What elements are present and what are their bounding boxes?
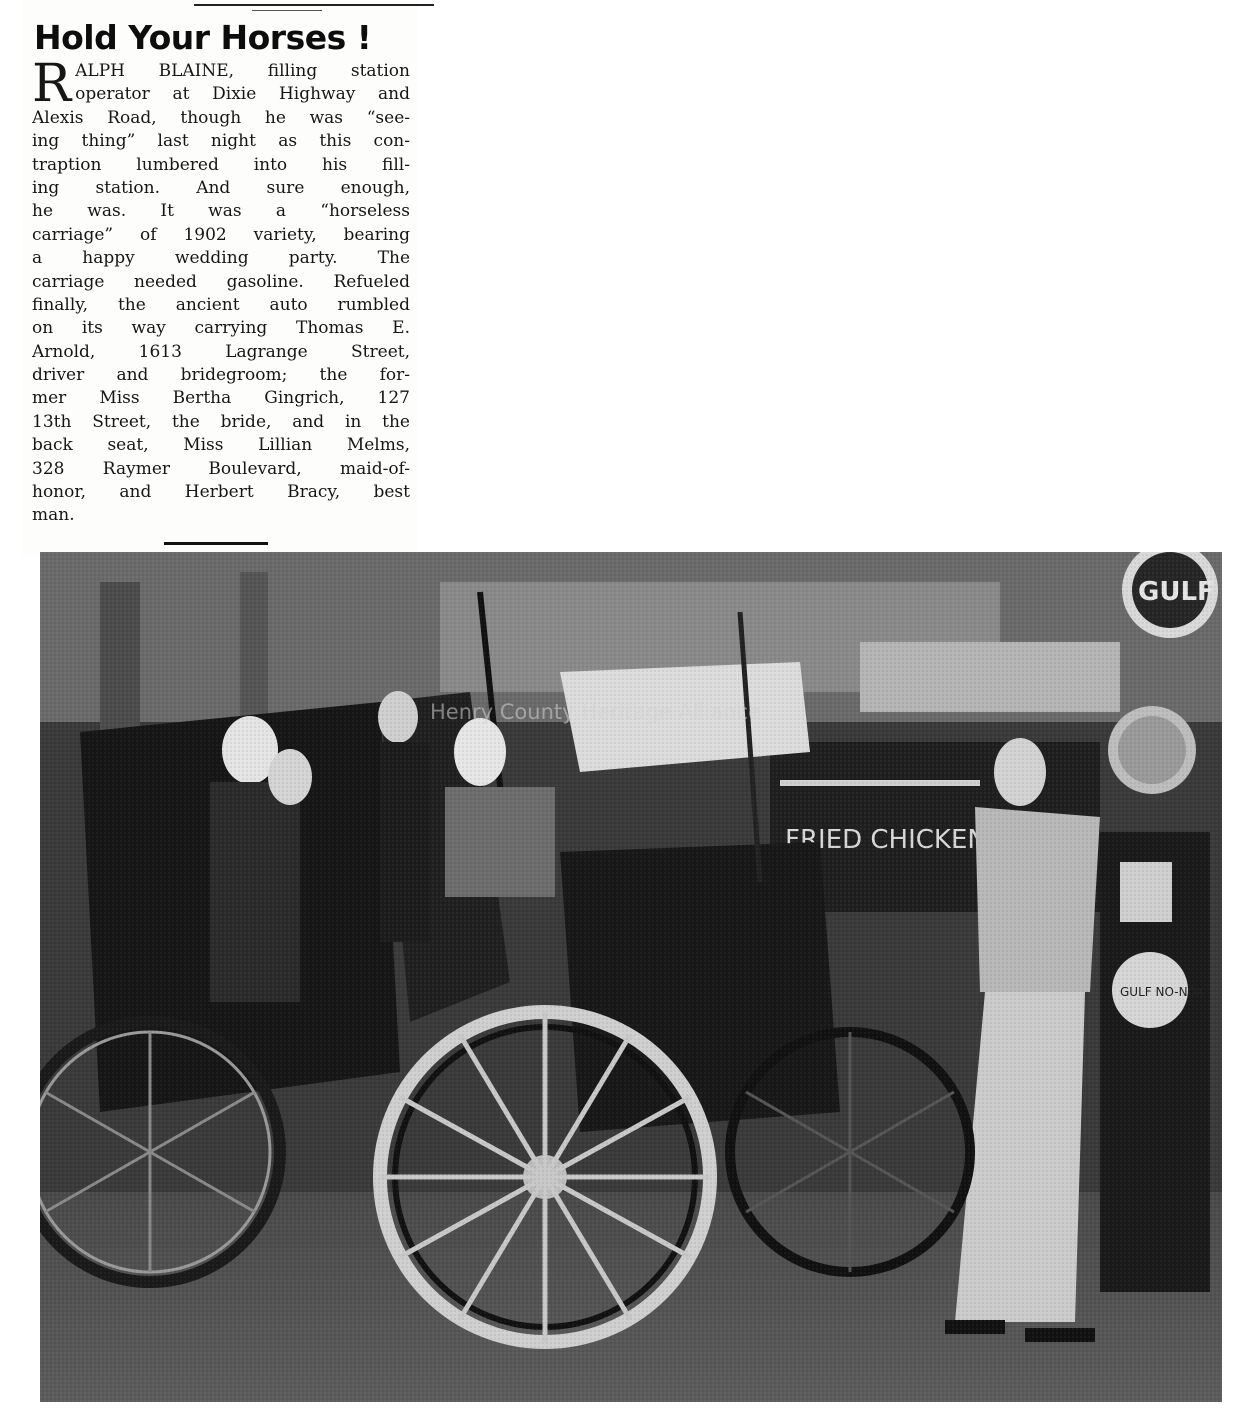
body-line: ing station. And sure enough, <box>32 177 410 198</box>
body-line: on its way carrying Thomas E. <box>32 318 410 339</box>
article-body <box>32 54 410 528</box>
body-line: back seat, Miss Lillian Melms, <box>32 435 410 456</box>
body-line: ALPH BLAINE, filling station <box>75 61 410 81</box>
body-line: driver and bridegroom; the for- <box>32 365 410 386</box>
body-line: man. <box>32 505 75 526</box>
newspaper-clipping <box>22 0 418 556</box>
drop-cap: R <box>32 54 72 114</box>
body-line: traption lumbered into his fill- <box>32 154 410 175</box>
top-rule <box>194 4 434 6</box>
body-line: carriage needed gasoline. Refueled <box>32 271 410 292</box>
body-line: ing thing” last night as this con- <box>32 131 410 152</box>
body-line: carriage” of 1902 variety, bearing <box>32 224 410 245</box>
body-line: Arnold, 1613 Lagrange Street, <box>32 341 410 362</box>
body-line: honor, and Herbert Bracy, best <box>32 482 410 503</box>
body-line: mer Miss Bertha Gingrich, 127 <box>32 388 410 409</box>
headline: Hold Your Horses ! <box>34 18 372 57</box>
body-line: Alexis Road, though he was “see- <box>32 107 410 128</box>
body-line: a happy wedding party. The <box>32 248 410 269</box>
body-line: operator at Dixie Highway and <box>75 84 410 105</box>
top-rule-short <box>252 10 322 11</box>
photo-illustration <box>40 552 1222 1402</box>
body-line: 328 Raymer Boulevard, maid-of- <box>32 458 410 479</box>
watermark-text: Henry County Heritage Alliance <box>430 700 761 724</box>
bottom-rule <box>164 542 268 545</box>
body-line: finally, the ancient auto rumbled <box>32 294 410 315</box>
body-line: he was. It was a “horseless <box>32 201 410 222</box>
newspaper-photo <box>40 552 1222 1402</box>
body-line: 13th Street, the bride, and in the <box>32 411 410 432</box>
